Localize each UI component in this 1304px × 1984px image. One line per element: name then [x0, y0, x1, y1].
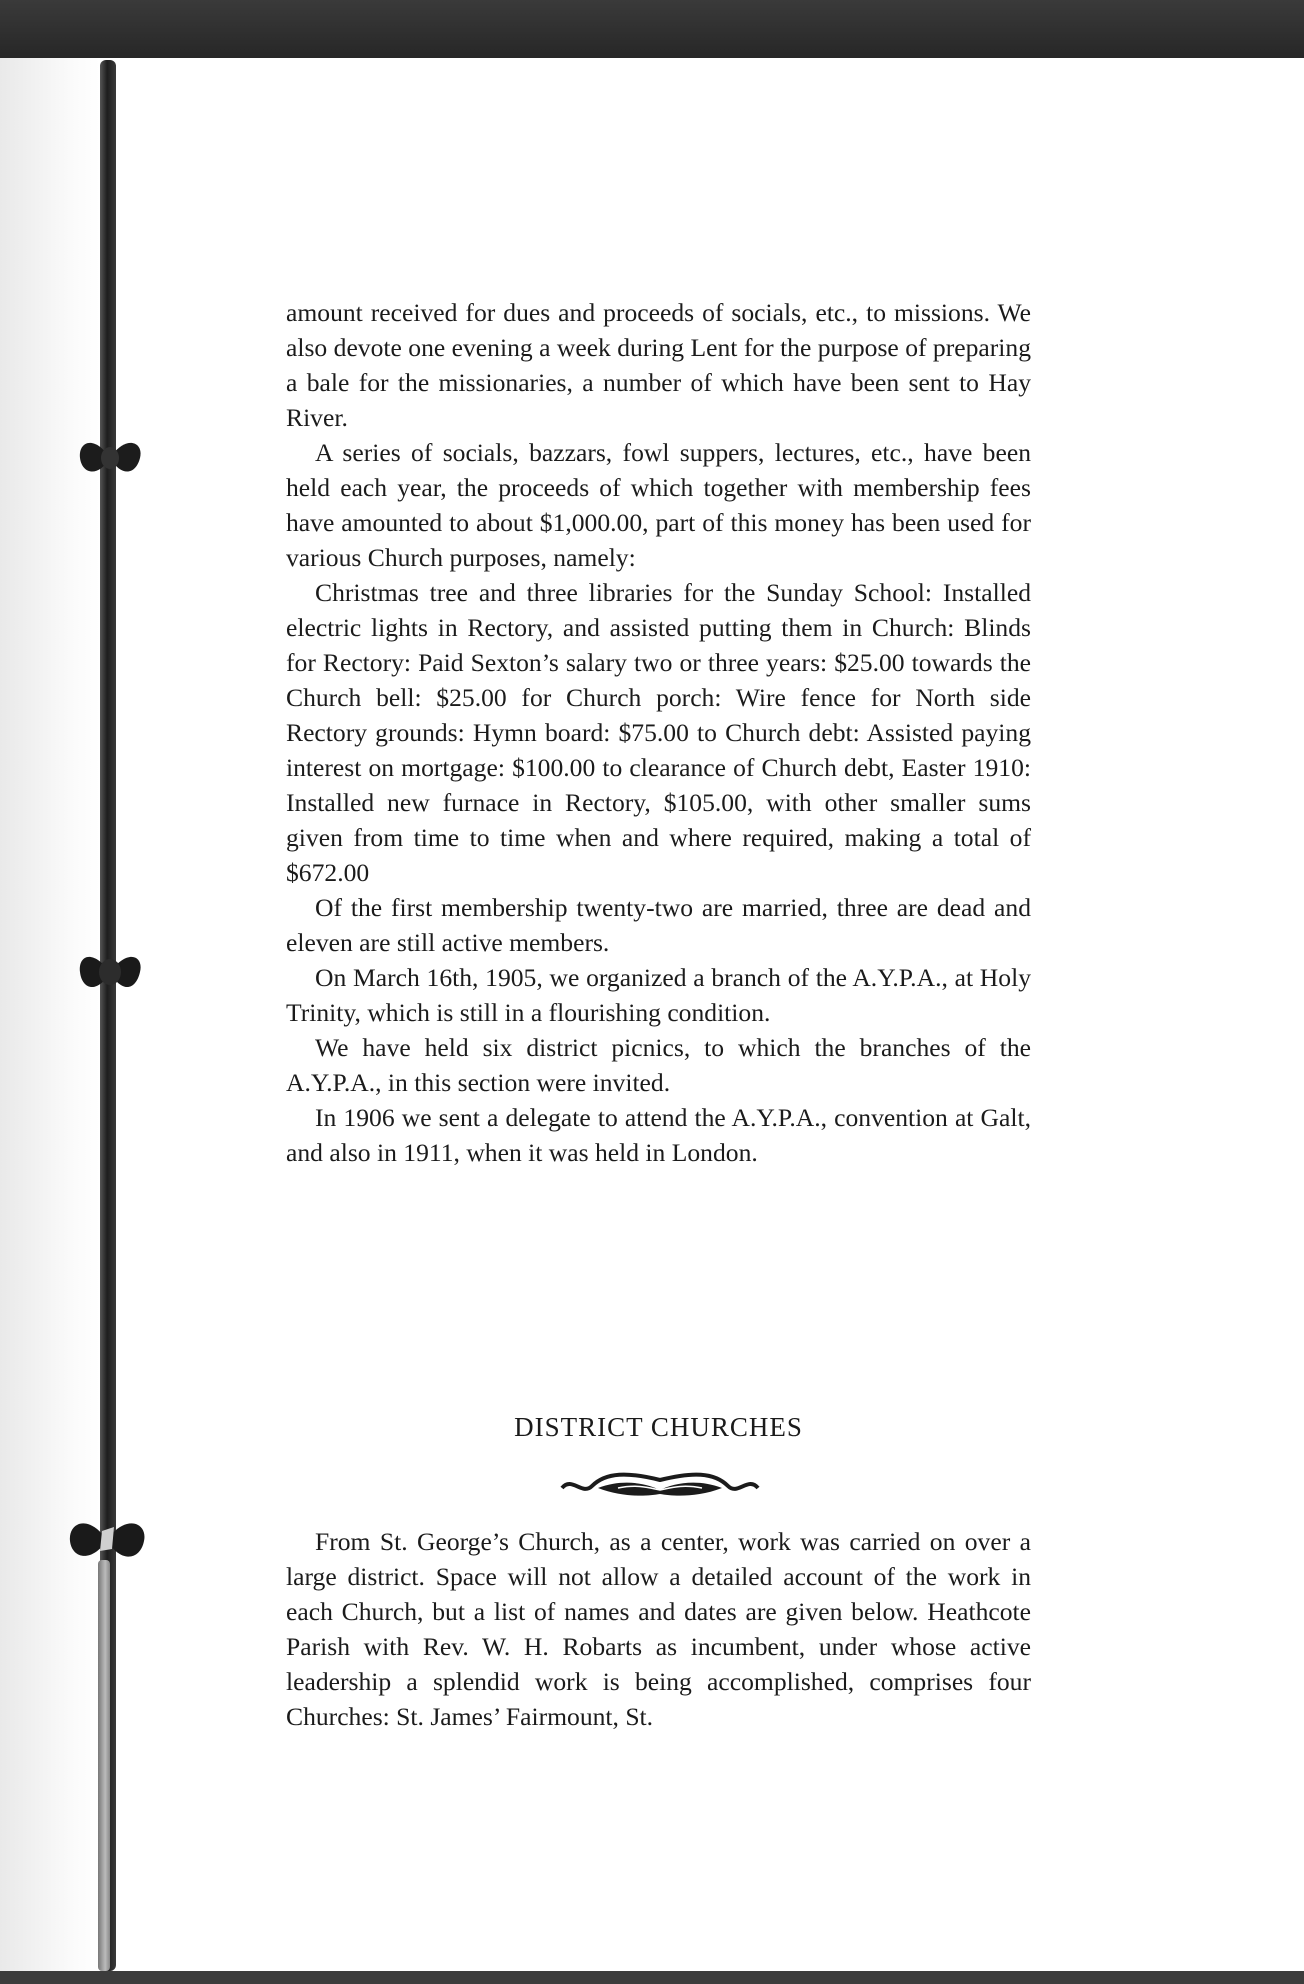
paragraph: Of the first membership twenty-two are married, three are dead and eleven are still active members.: [286, 893, 1031, 957]
binding-cord-lower: [98, 1560, 110, 1971]
section-heading: DISTRICT CHURCHES: [514, 1412, 803, 1442]
paragraph: We have held six district picnics, to which the branches of the A.Y.P.A., in this section were invited.: [286, 1033, 1031, 1097]
body-text: [286, 295, 1031, 1170]
binding-knot-icon: [62, 1505, 152, 1575]
section-body-text: [286, 1524, 1031, 1734]
scan-top-border: [0, 0, 1304, 60]
paragraph: Christmas tree and three libraries for the Sunday School: Installed electric lights in Rectory, and assisted putting them in Church: Blinds for Rectory: Paid Sexton’s salary two or three years: $25.00 towards the Church bell: $25.00 for Church porch: Wire fence for North side Rectory grounds: Hymn board: $75.00 to Church debt: Assisted paying interest on mortgage: $100.00 to clearance of Church debt, Easter 1910: Installed new furnace in Rectory, $105.00, with other smaller sums given from time to time when and where required, making a total of $672.00: [286, 578, 1031, 887]
binding-knot-icon: [74, 940, 146, 1004]
ornament-divider-icon: [558, 1466, 762, 1504]
paragraph-continued: amount received for dues and proceeds of socials, etc., to missions. We also devote one evening a week during Lent for the purpose of preparing a bale for the missionaries, a number of which have been sent to Hay River.: [286, 298, 1031, 432]
binding-knot-icon: [74, 428, 146, 488]
scan-bottom-border: [0, 1971, 1304, 1984]
paragraph: A series of socials, bazzars, fowl suppers, lectures, etc., have been held each year, the proceeds of which together with membership fees have amounted to about $1,000.00, part of this money has been used for various Church purposes, namely:: [286, 438, 1031, 572]
paragraph: From St. George’s Church, as a center, work was carried on over a large district. Space will not allow a detailed account of the work in each Church, but a list of names and dates are given below. Heathcote Parish with Rev. W. H. Robarts as incumbent, under whose active leadership a splendid work is being accomplished, comprises four Churches: St. James’ Fairmount, St.: [286, 1527, 1031, 1731]
page-gutter-shadow: [0, 58, 100, 1971]
paragraph: In 1906 we sent a delegate to attend the A.Y.P.A., convention at Galt, and also in 1911, when it was held in London.: [286, 1103, 1031, 1167]
paragraph: On March 16th, 1905, we organized a branch of the A.Y.P.A., at Holy Trinity, which is still in a flourishing condition.: [286, 963, 1031, 1027]
